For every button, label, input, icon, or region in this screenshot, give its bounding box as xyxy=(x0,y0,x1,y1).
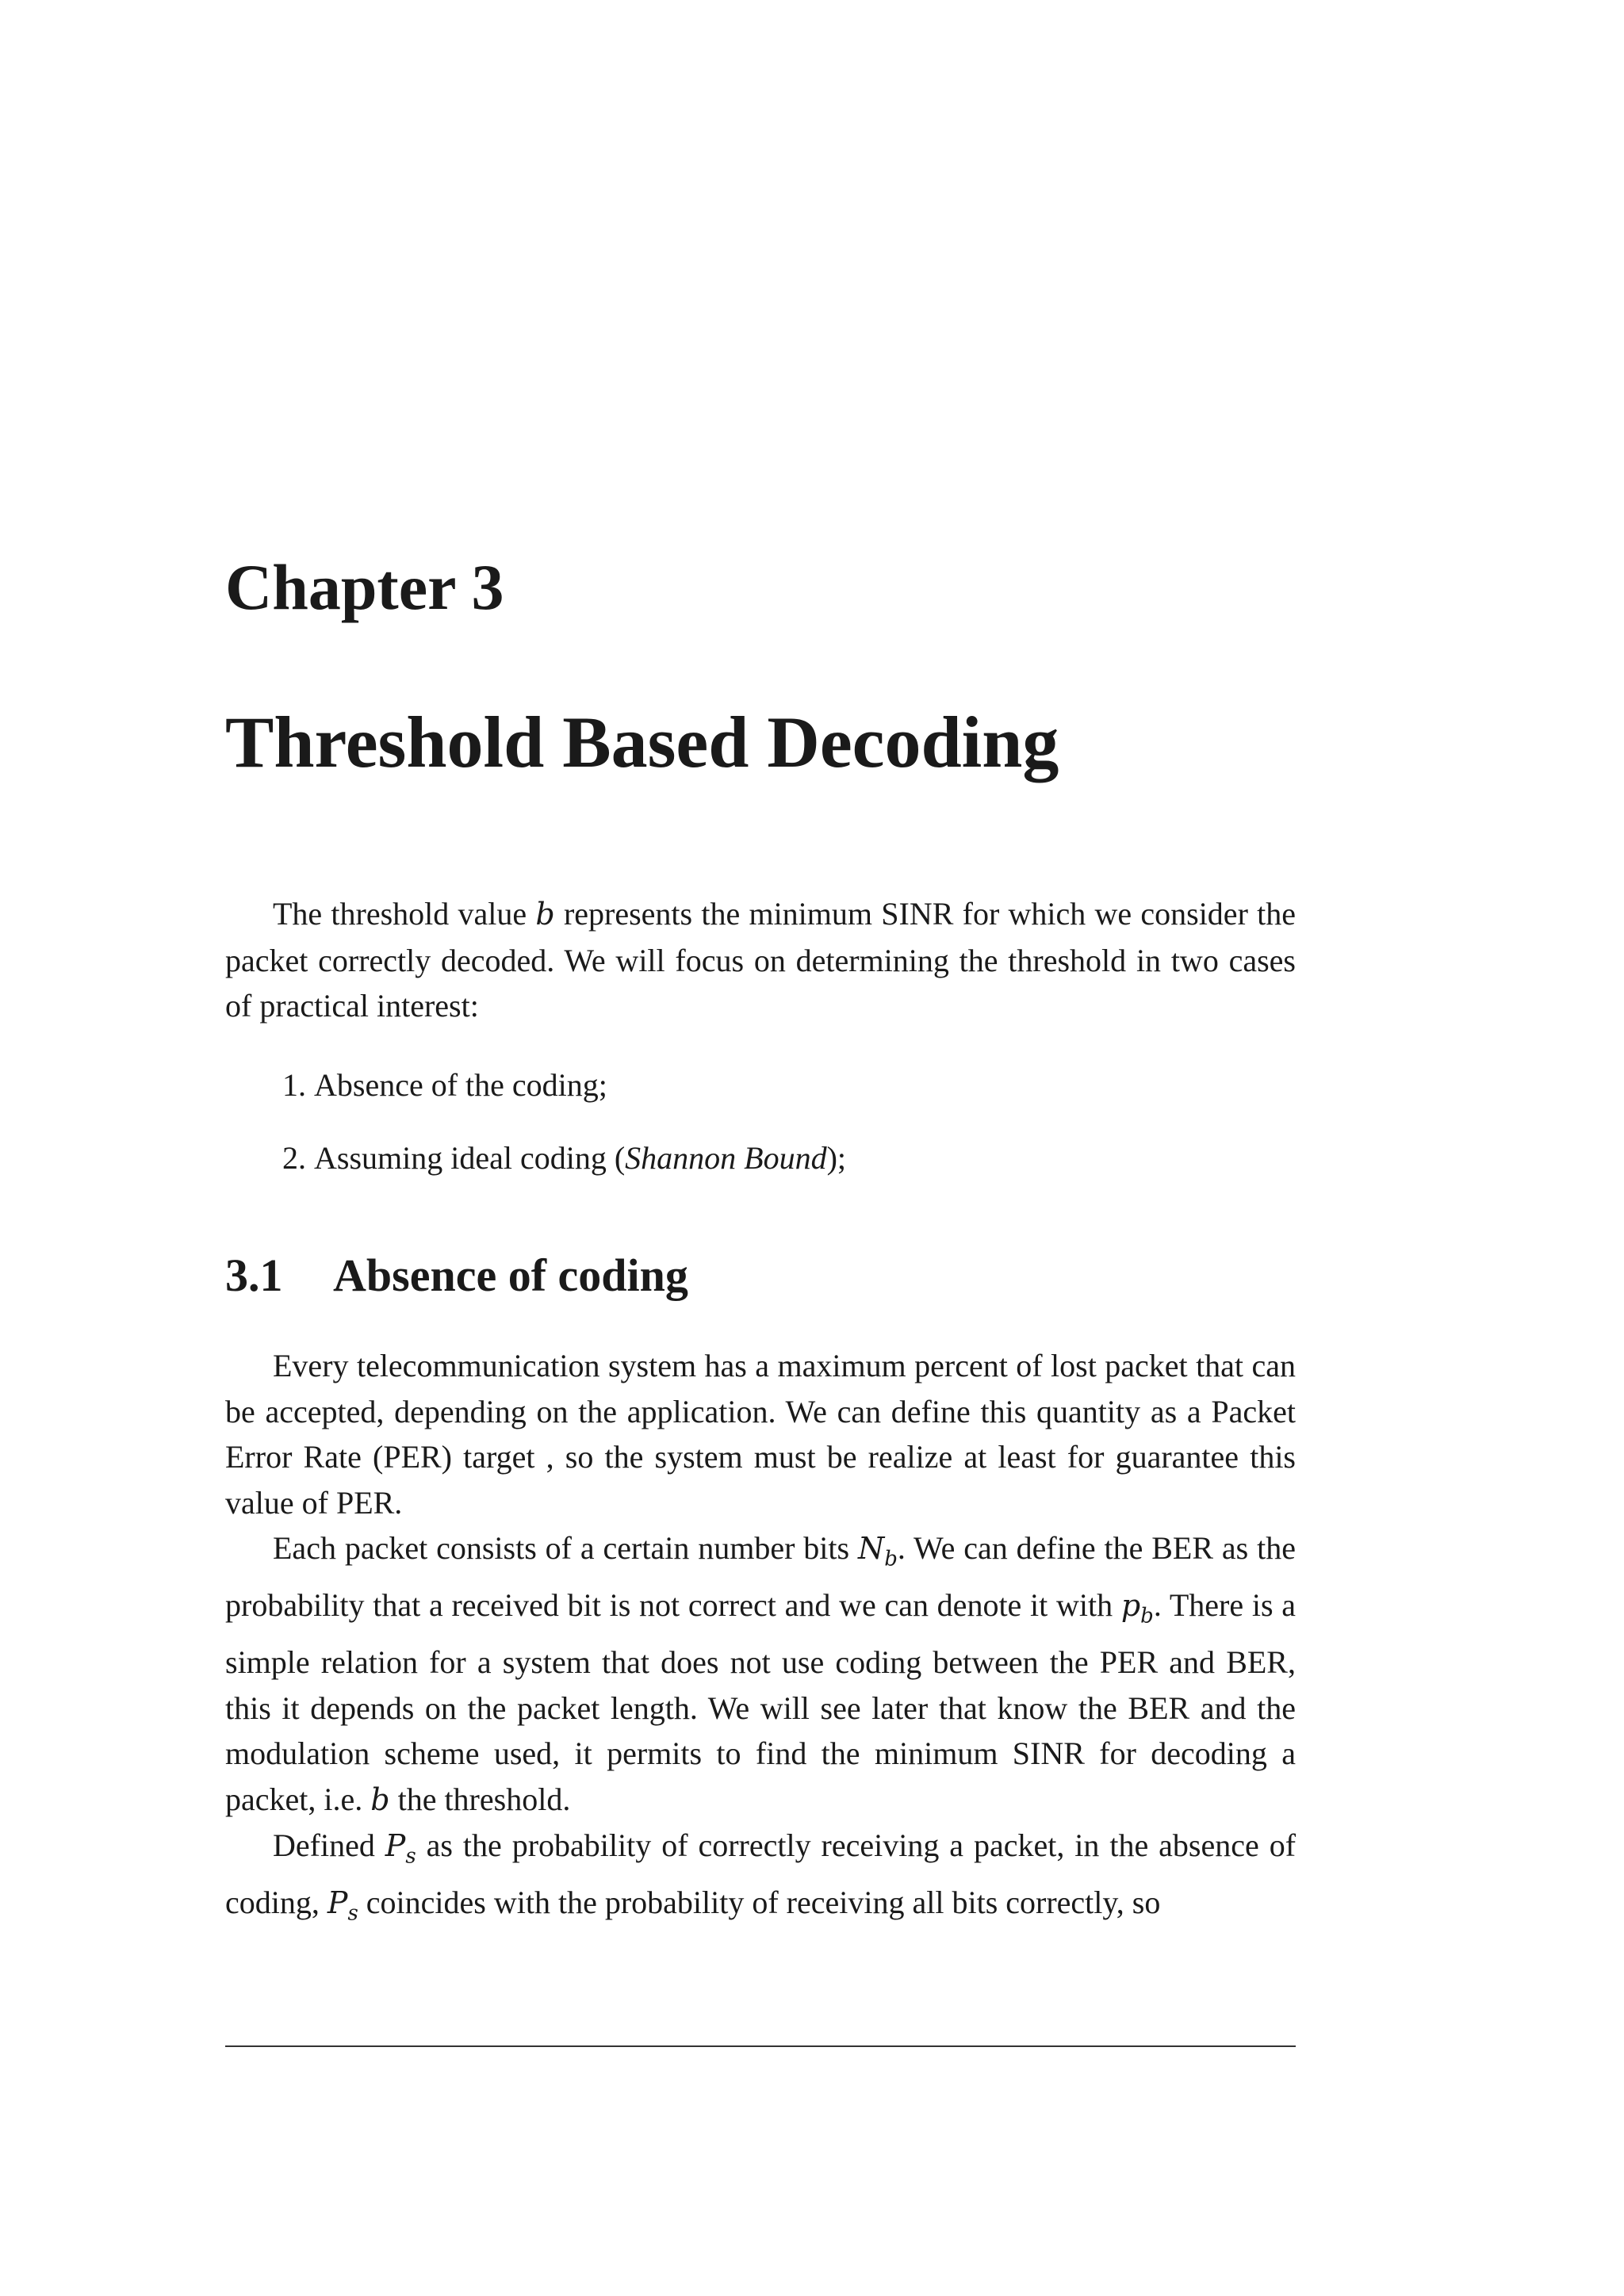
list-item xyxy=(225,1062,1296,1108)
math-Ps xyxy=(385,1828,416,1869)
list-item-text-post: ); xyxy=(826,1139,847,1176)
math-Nb-base: N xyxy=(857,1531,885,1566)
intro-text-1: The threshold value xyxy=(273,896,536,932)
math-pb-sub: b xyxy=(1140,1604,1154,1628)
list-item-number: 1. xyxy=(282,1067,306,1103)
list-item-text xyxy=(314,1135,846,1181)
section-body xyxy=(225,1343,1296,1937)
chapter-title: Threshold Based Decoding xyxy=(225,702,1059,783)
math-Nb-sub: b xyxy=(884,1547,898,1571)
p2-text-1: Each packet consists of a certain number bits xyxy=(273,1530,858,1566)
paragraph-per: Every telecommunication system has a maximum percent of lost packet that can be accepted, depending on the application. We can define this quantity as a Packet Error Rate (PER) target , so the system must be realize at least for guarantee this value of PER. xyxy=(225,1348,1296,1521)
math-Ps xyxy=(327,1885,358,1926)
list-item-emphasis: Shannon Bound xyxy=(625,1139,827,1176)
intro-text-2: represents the minimum SINR for which we consider the packet correctly decoded. We will focus on determining the threshold in two cases of practical interest: xyxy=(225,896,1296,1024)
p2-text-4: the threshold. xyxy=(389,1781,571,1817)
math-pb-base: p xyxy=(1120,1588,1141,1624)
paragraph-ber xyxy=(225,1525,1296,1823)
math-Ps-sub: s xyxy=(405,1844,416,1869)
math-b: b xyxy=(535,897,555,932)
list-item-text: Absence of the coding; xyxy=(314,1067,607,1103)
list-item-number: 2. xyxy=(282,1139,306,1176)
p2-text-2: . We can define the BER as the probability that a received bit is not correct and we can denote it with xyxy=(225,1530,1296,1624)
intro-paragraph xyxy=(225,891,1296,1029)
section-title: Absence of coding xyxy=(333,1249,688,1301)
p3-text-2: as the probability of correctly receiving a packet, in the absence of coding, xyxy=(225,1827,1297,1921)
list-item-text-pre: Assuming ideal coding ( xyxy=(314,1139,626,1176)
p3-text-3: coincides with the probability of receiving all bits correctly, so xyxy=(358,1885,1161,1921)
enumerated-list xyxy=(225,1062,1296,1207)
footnote-rule xyxy=(225,2045,1296,2047)
math-Ps-sub: s xyxy=(347,1901,358,1926)
math-b: b xyxy=(370,1781,390,1817)
p2-text-3: . There is a simple relation for a system that does not use coding between the PER and BER, this it depends on the packet length. We will see later that know the BER and the modulation scheme used, it permits to find the minimum SINR for decoding a packet, i.e. xyxy=(225,1587,1296,1817)
section-heading xyxy=(225,1249,688,1301)
chapter-label: Chapter 3 xyxy=(225,551,504,623)
document-page xyxy=(225,0,1296,2296)
list-item xyxy=(225,1135,1296,1181)
math-Ps-base: P xyxy=(385,1828,406,1864)
math-Nb xyxy=(857,1531,898,1571)
math-Ps-base: P xyxy=(327,1885,348,1921)
paragraph-ps xyxy=(225,1823,1296,1937)
section-number: 3.1 xyxy=(225,1249,283,1301)
math-pb xyxy=(1120,1588,1154,1628)
p3-text-1: Defined xyxy=(273,1827,385,1864)
